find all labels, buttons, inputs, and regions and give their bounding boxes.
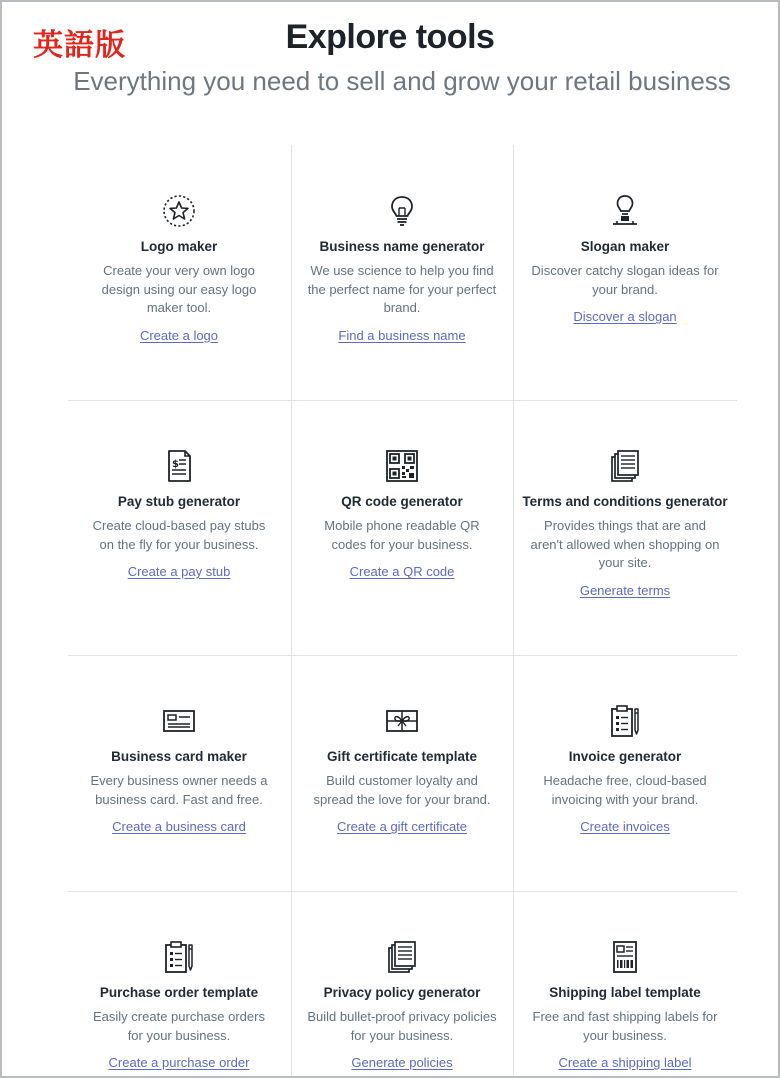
create-logo-link[interactable]: Create a logo bbox=[139, 327, 219, 343]
documents-stack-icon bbox=[607, 448, 643, 484]
tool-card-logo-maker bbox=[68, 193, 290, 345]
tool-description: Every business owner needs a business card. Fast and free. bbox=[90, 773, 268, 807]
tool-title: Business card maker bbox=[111, 749, 247, 764]
tool-title: Purchase order template bbox=[99, 985, 259, 1000]
create-pay-stub-link[interactable]: Create a pay stub bbox=[127, 564, 231, 579]
tool-title: Privacy policy generator bbox=[323, 985, 481, 1000]
tool-card-gift-certificate-template bbox=[291, 703, 513, 836]
tool-card-business-name-generator bbox=[291, 193, 513, 345]
tool-title: Gift certificate template bbox=[326, 749, 478, 764]
pay-stub-icon bbox=[161, 448, 197, 484]
page-subtitle: Everything you need to sell and grow your retail business bbox=[73, 66, 731, 96]
tool-card-shipping-label-template bbox=[514, 939, 736, 1072]
tool-title: Invoice generator bbox=[568, 749, 682, 764]
tools-grid bbox=[68, 145, 737, 1078]
tool-description: Discover catchy slogan ideas for your brand. bbox=[531, 263, 719, 297]
gift-certificate-icon bbox=[384, 703, 420, 739]
lightbulb-icon bbox=[384, 193, 420, 229]
generate-policies-link[interactable]: Generate policies bbox=[351, 1055, 453, 1070]
page-title: Explore tools bbox=[285, 18, 495, 56]
tool-card-privacy-policy-generator bbox=[291, 939, 513, 1072]
tool-title: Business name generator bbox=[319, 239, 485, 254]
business-card-icon bbox=[161, 703, 197, 739]
tool-card-slogan-maker bbox=[514, 193, 736, 326]
create-qr-code-link[interactable]: Create a QR code bbox=[349, 564, 455, 579]
tool-description: Easily create purchase orders for your business. bbox=[93, 1009, 265, 1043]
language-badge: 英語版 bbox=[33, 28, 126, 63]
qr-code-icon bbox=[384, 448, 420, 484]
star-badge-icon bbox=[161, 193, 197, 229]
documents-stack-icon bbox=[384, 939, 420, 975]
lightbulb-stand-icon bbox=[607, 193, 643, 229]
create-shipping-label-link[interactable]: Create a shipping label bbox=[558, 1055, 692, 1070]
grid-divider bbox=[68, 891, 737, 892]
create-purchase-order-link[interactable]: Create a purchase order bbox=[108, 1055, 250, 1070]
clipboard-pencil-icon bbox=[607, 703, 643, 739]
tool-description: Create cloud-based pay stubs on the fly for your business. bbox=[92, 518, 266, 552]
create-gift-certificate-link[interactable]: Create a gift certificate bbox=[336, 819, 468, 834]
tool-description: Free and fast shipping labels for your business. bbox=[532, 1009, 718, 1043]
tool-title: Terms and conditions generator bbox=[522, 494, 728, 509]
discover-slogan-link[interactable]: Discover a slogan bbox=[573, 309, 677, 324]
svg-text:$: $ bbox=[172, 459, 179, 470]
grid-divider bbox=[68, 400, 737, 401]
tool-card-business-card-maker bbox=[68, 703, 290, 836]
tool-description: Create your very own logo design using our easy logo maker tool. bbox=[101, 263, 257, 315]
create-invoices-link[interactable]: Create invoices bbox=[580, 819, 670, 834]
tool-card-terms-generator bbox=[514, 448, 736, 600]
tool-title: Slogan maker bbox=[580, 239, 670, 254]
tool-card-pay-stub-generator bbox=[68, 448, 290, 581]
tool-description: We use science to help you find the perfect name for your perfect brand. bbox=[307, 263, 497, 315]
tool-description: Build customer loyalty and spread the love for your brand. bbox=[313, 773, 491, 807]
clipboard-pencil-icon bbox=[161, 939, 197, 975]
generate-terms-link[interactable]: Generate terms bbox=[579, 582, 671, 598]
tool-description: Build bullet-proof privacy policies for your business. bbox=[307, 1009, 497, 1043]
tool-description: Mobile phone readable QR codes for your business. bbox=[324, 518, 480, 552]
tool-title: QR code generator bbox=[341, 494, 463, 509]
tool-title: Pay stub generator bbox=[117, 494, 241, 509]
find-business-name-link[interactable]: Find a business name bbox=[338, 327, 466, 343]
tool-title: Logo maker bbox=[140, 239, 218, 254]
tool-card-purchase-order-template bbox=[68, 939, 290, 1072]
tool-title: Shipping label template bbox=[549, 985, 701, 1000]
create-business-card-link[interactable]: Create a business card bbox=[112, 819, 246, 834]
tool-description: Provides things that are and aren't allowed when shopping on your site. bbox=[530, 518, 720, 570]
grid-divider bbox=[68, 655, 737, 656]
tool-card-qr-code-generator bbox=[291, 448, 513, 581]
shipping-label-icon bbox=[607, 939, 643, 975]
tool-card-invoice-generator bbox=[514, 703, 736, 836]
tool-description: Headache free, cloud-based invoicing with your brand. bbox=[543, 773, 707, 807]
